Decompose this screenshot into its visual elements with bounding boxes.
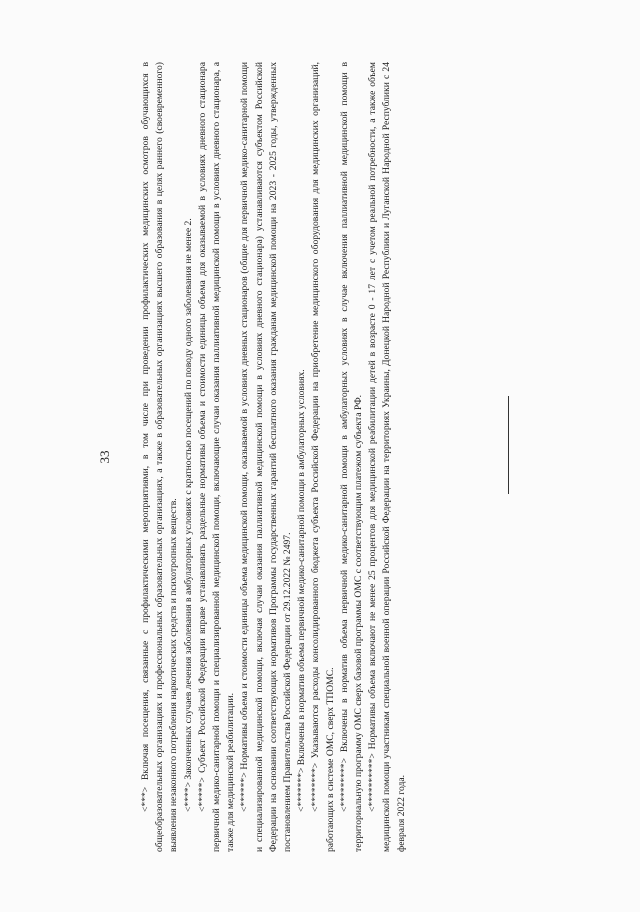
- footnote-5: <*****> Субъект Российской Федерации вправе устанавливать раздельные нормативы объема и стоимости единицы объема для оказываемой в условиях дневного стационара первичной медико-санитарной помощи и специализированной медицинской помощи, включающие случаи оказания паллиативной медицинской помощи в условиях дневного стационара, а также для медицинской реабилитации.: [196, 62, 237, 852]
- footnote-10: <**********> Нормативы объема включают не менее 25 процентов для медицинской реабилитации детей в возрасте 0 - 17 лет с учетом реальной потребности, а также объем медицинской помощи участникам специальной военной операции Российской Федерации на территориях Украины, Донецкой Народной Республики и Луганской Народной Республики с 24 февраля 2022 года.: [367, 62, 407, 852]
- footnote-6: <******> Нормативы объема и стоимости единицы объема медицинской помощи, оказываемой в условиях дневных стационаров (общие для первичной медико-санитарной помощи и специализированной медицинской помощи, включая случаи оказания паллиативной медицинской помощи в условиях дневного стационара) устанавливаются субъектом Российской Федерации на основании соответствующих нормативов Программы государственных гарантий бесплатного оказания гражданам медицинской помощи на 2023 - 2025 годы, утвержденных постановлением Правительства Российской Федерации от 29.12.2022 № 2497.: [239, 62, 294, 852]
- page-number: 33: [97, 450, 112, 464]
- footnotes-section: [139, 62, 409, 852]
- footnote-3: <***> Включая посещения, связанные с профилактическими мероприятиями, в том числе при проведении профилактических медицинских осмотров обучающихся в общеобразовательных организациях и профессиональных образовательных организациях, а также в образовательных организациях высшего образования в целях раннего (своевременного) выявления незаконного потребления наркотических средств и психотропных веществ.: [140, 62, 180, 852]
- footnote-8: <********> Указываются расходы консолидированного бюджета субъекта Российской Федерации на приобретение медицинского оборудования для медицинских организаций, работающих в системе ОМС, сверх ТПОМС.: [310, 62, 336, 852]
- footnote-7: <*******> Включены в норматив объема первичной медико-санитарной помощи в амбулаторных условиях.: [296, 369, 308, 812]
- rotated-page-content: [97, 62, 437, 852]
- footnote-separator-rule: [508, 396, 509, 494]
- footnote-4: <****> Законченных случаев лечения заболевания в амбулаторных условиях с кратностью посещений по поводу одного заболевания не менее 2.: [182, 218, 194, 812]
- footnote-9: <*********> Включены в норматив объема первичной медико-санитарной помощи в амбулаторных условиях в случае включения паллиативной медицинской помощи в территориальную программу ОМС сверх базовой программы ОМС с соответствующим платежом субъекта РФ.: [338, 62, 365, 852]
